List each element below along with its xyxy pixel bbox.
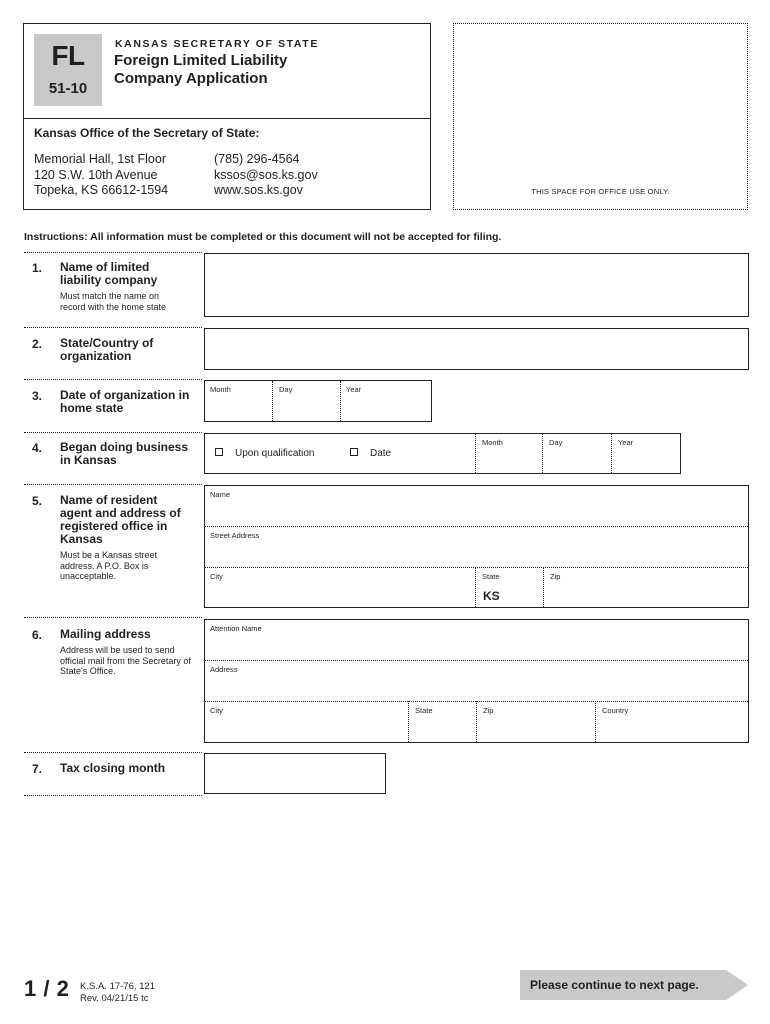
q4-number: 4. (32, 441, 43, 455)
q2-number: 2. (32, 337, 43, 351)
form-code: FL (51, 40, 85, 71)
form-code-badge (34, 34, 102, 106)
q7-number: 7. (32, 762, 43, 776)
q4-label: Began doing business in Kansas (60, 440, 189, 467)
date-checkbox[interactable] (350, 448, 358, 456)
form-title (114, 52, 334, 88)
form-title-line1: Foreign Limited Liability (114, 52, 288, 69)
city-label: City (210, 572, 223, 581)
street-address-label: Street Address (210, 531, 260, 540)
upon-qualification-label: Upon qualification (235, 448, 315, 459)
q1-label: Name of limited liability company (60, 260, 158, 287)
month-label: Month (210, 385, 231, 394)
divider (24, 617, 202, 618)
continue-text: Please continue to next page. (530, 978, 699, 992)
upon-qualification-checkbox[interactable] (215, 448, 223, 456)
address-line3: Topeka, KS 66612-1594 (34, 183, 169, 197)
office-address (34, 152, 168, 199)
state-label: State (415, 706, 433, 715)
q6-help: Address will be used to send official mail from the Secretary of State's Office. (60, 645, 191, 676)
q5-number: 5. (32, 494, 43, 508)
attention-name-label: Attention Name (210, 624, 262, 633)
office-contact (214, 152, 318, 199)
llc-name-field[interactable] (204, 253, 749, 317)
office-heading: Kansas Office of the Secretary of State: (34, 126, 260, 140)
phone: (785) 296-4564 (214, 152, 300, 166)
divider (24, 252, 202, 253)
statute: K.S.A. 17-76, 121 (80, 981, 155, 992)
agent-name-label: Name (210, 490, 231, 499)
office-use-box (453, 23, 748, 210)
city-label: City (210, 706, 223, 715)
year-label: Year (618, 438, 634, 447)
website: www.sos.ks.gov (214, 183, 303, 197)
agency-name: KANSAS SECRETARY OF STATE (115, 38, 319, 50)
divider (24, 795, 202, 796)
title-block (24, 24, 430, 119)
address-line1: Memorial Hall, 1st Floor (34, 152, 166, 166)
divider (24, 752, 202, 753)
resident-agent-field (204, 485, 749, 608)
address-label: Address (210, 665, 238, 674)
q3-number: 3. (32, 389, 43, 403)
statute-reference (80, 981, 155, 1004)
q1-help: Must match the name on record with the home state (60, 291, 167, 312)
divider (24, 432, 202, 433)
page-number: 1 / 2 (24, 976, 70, 1001)
divider (24, 379, 202, 380)
q6-label: Mailing address (60, 627, 151, 641)
zip-label: Zip (483, 706, 494, 715)
q5-label: Name of resident agent and address of registered office in Kansas (60, 493, 181, 546)
state-value: KS (483, 589, 500, 603)
form-number: 51-10 (48, 80, 88, 97)
state-country-field[interactable] (204, 328, 749, 370)
tax-closing-month-field[interactable] (204, 753, 386, 794)
q3-label: Date of organization in home state (60, 388, 190, 415)
divider (24, 327, 202, 328)
q1-number: 1. (32, 261, 43, 275)
day-label: Day (549, 438, 563, 447)
zip-label: Zip (550, 572, 561, 581)
mailing-address-field (204, 619, 749, 743)
q7-label: Tax closing month (60, 761, 166, 775)
divider (24, 484, 202, 485)
form-header (23, 23, 431, 210)
year-label: Year (346, 385, 362, 394)
form-title-line2: Company Application (114, 70, 268, 87)
state-label: State (482, 572, 500, 581)
day-label: Day (279, 385, 293, 394)
instructions: Instructions: All information must be completed or this document will not be accepted for filing. (24, 231, 502, 243)
country-label: Country (602, 706, 629, 715)
address-line2: 120 S.W. 10th Avenue (34, 167, 158, 182)
date-option-label: Date (370, 448, 392, 459)
office-use-note: THIS SPACE FOR OFFICE USE ONLY. (531, 187, 670, 196)
q6-number: 6. (32, 628, 43, 642)
email: kssos@sos.ks.gov (214, 167, 318, 182)
began-business-field (204, 433, 681, 474)
revision: Rev. 04/21/15 tc (80, 992, 149, 1004)
q2-label: State/Country of organization (60, 336, 154, 363)
continue-arrow (520, 970, 748, 1000)
q5-help: Must be a Kansas street address. A P.O. Box is unacceptable. (60, 550, 158, 581)
month-label: Month (482, 438, 503, 447)
org-date-field[interactable] (204, 380, 432, 422)
